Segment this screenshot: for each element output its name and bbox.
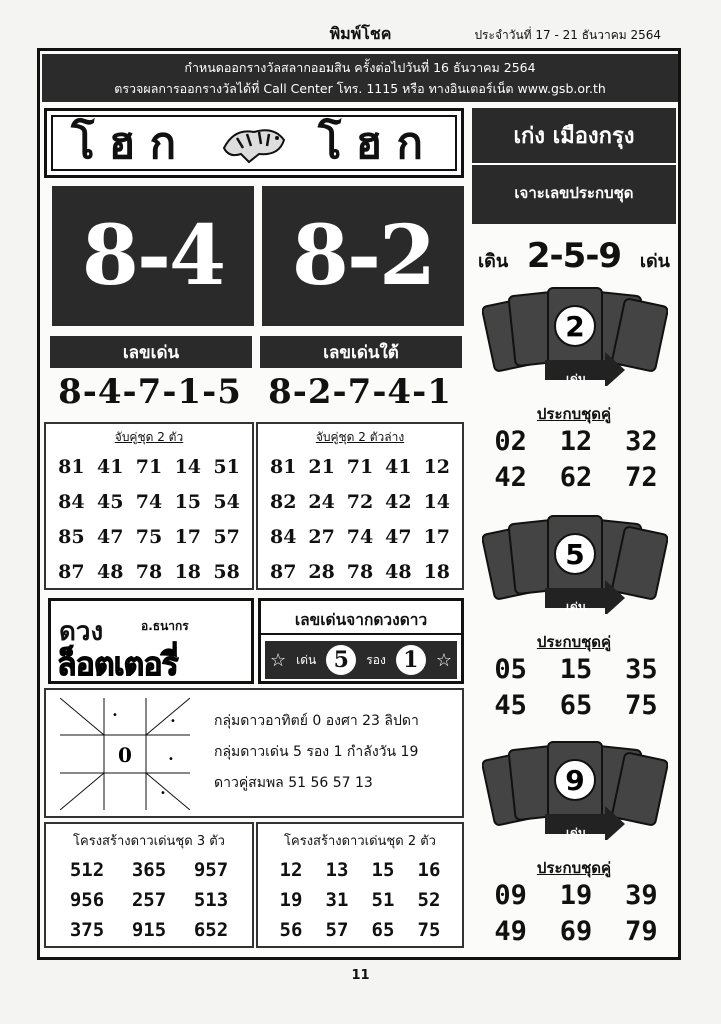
number-cell: 15 [174, 491, 202, 513]
set-number: 39 [625, 880, 658, 911]
number-cell: 75 [135, 526, 163, 548]
logo-author: อ.ธนากร [141, 619, 189, 633]
big-number-right: 8-2 [262, 186, 464, 326]
struct2-panel [256, 822, 464, 948]
number-cell: 12 [279, 859, 303, 881]
number-cell: 54 [213, 491, 240, 513]
card-fan [482, 514, 668, 634]
keng-header [472, 108, 676, 224]
lead-label-right: เลขเด่นใต้ [260, 336, 462, 368]
set-number: 09 [494, 880, 527, 911]
set-number: 15 [559, 654, 593, 685]
star-box-title: เลขเด่นจากดวงดาว [261, 605, 461, 635]
number-cell: 14 [423, 491, 451, 513]
gsb-banner [42, 54, 678, 102]
struct3-grid [46, 851, 252, 945]
number-cell: 71 [346, 456, 374, 478]
logo-top-text: ดวง [59, 617, 104, 647]
astro-line-2: กลุ่มดาวเด่น 5 รอง 1 กำลังวัน 19 [214, 744, 419, 760]
star-icon: ☆ [435, 649, 452, 671]
number-cell: 45 [96, 491, 124, 513]
set-number: 72 [625, 462, 658, 493]
number-cell: 72 [346, 491, 374, 513]
big-number-left: 8-4 [52, 186, 254, 326]
star-number-box [258, 598, 464, 684]
number-cell: 75 [417, 919, 441, 941]
hoke-word-right: โฮก [317, 118, 437, 169]
lead-number-left: 8-4-7-1-5 [58, 372, 242, 412]
keng-title: เก่ง เมืองกรุง [472, 118, 676, 165]
number-cell: 52 [417, 889, 441, 911]
set-arrow-label: เด่น [565, 600, 587, 614]
number-cell: 81 [269, 456, 297, 478]
number-cell: 74 [135, 491, 163, 513]
svg-text:•: • [112, 710, 118, 721]
astro-panel [44, 688, 464, 818]
astro-line-3: ดาวคู่สมพล 51 56 57 13 [214, 775, 373, 791]
page-number: 11 [351, 968, 370, 983]
star-second-number: 1 [396, 645, 426, 675]
set-number: 69 [559, 916, 593, 947]
issue-date: ประจำวันที่ 17 - 21 ธันวาคม 2564 [474, 28, 661, 42]
set-number: 79 [625, 916, 658, 947]
pairs-right-panel [256, 422, 464, 590]
number-cell: 78 [135, 561, 163, 583]
set-number: 62 [559, 462, 593, 493]
number-cell: 18 [423, 561, 451, 583]
number-cell: 84 [269, 526, 297, 548]
number-cell: 375 [69, 919, 105, 941]
number-cell: 17 [174, 526, 202, 548]
set-number: 49 [494, 916, 527, 947]
star-icon: ☆ [270, 649, 287, 671]
number-cell: 51 [371, 889, 395, 911]
card-fan [482, 286, 668, 406]
number-cell: 12 [423, 456, 451, 478]
number-cell: 27 [308, 526, 335, 548]
number-cell: 13 [325, 859, 349, 881]
svg-text:•: • [168, 754, 174, 765]
publication-title: พิมพ์โชค [329, 24, 392, 43]
den-label: เด่น [639, 251, 670, 272]
set-numbers [478, 878, 674, 950]
horoscope-chart [60, 698, 190, 810]
tiger-icon [219, 118, 289, 168]
svg-text:•: • [170, 716, 176, 727]
banner-line-2: ตรวจผลการออกรางวัลได้ที่ Call Center โทร. 1115 หรือ ทางอินเตอร์เน็ต www.gsb.or.th [114, 81, 606, 96]
keng-subtitle: เจาะเลขประกบชุด [514, 184, 634, 202]
number-cell: 19 [279, 889, 303, 911]
set-number: 45 [494, 690, 527, 721]
number-cell: 47 [96, 526, 124, 548]
set-caption: ประกบชุดคู่ [536, 633, 612, 651]
number-cell: 956 [69, 889, 105, 911]
number-cell: 78 [346, 561, 374, 583]
struct3-panel [44, 822, 254, 948]
number-cell: 14 [174, 456, 202, 478]
set-digit: 5 [565, 538, 585, 571]
number-cell: 71 [135, 456, 163, 478]
number-cell: 24 [308, 491, 335, 513]
pairs-right-caption: จับคู่ชุด 2 ตัวล่าง [315, 430, 405, 444]
struct3-caption: โครงสร้างดาวเด่นชุด 3 ตัว [73, 834, 225, 849]
set-number: 65 [559, 690, 593, 721]
number-cell: 41 [385, 456, 412, 478]
number-cell: 18 [174, 561, 202, 583]
star-row [265, 641, 457, 679]
number-cell: 47 [385, 526, 412, 548]
number-cell: 257 [131, 889, 167, 911]
set-number: 12 [559, 426, 593, 457]
set-arrow-label: เด่น [565, 372, 587, 386]
number-cell: 65 [371, 919, 395, 941]
hoke-header [44, 108, 464, 178]
struct2-caption: โครงสร้างดาวเด่นชุด 2 ตัว [284, 834, 436, 849]
number-cell: 915 [131, 919, 167, 941]
number-cell: 84 [58, 491, 85, 513]
number-cell: 74 [346, 526, 374, 548]
astro-line-1: กลุ่มดาวอาทิตย์ 0 องศา 23 ลิปดา [214, 713, 419, 729]
pairs-left-caption: จับคู่ชุด 2 ตัว [114, 430, 184, 444]
number-cell: 57 [213, 526, 240, 548]
number-cell: 57 [325, 919, 349, 941]
number-cell: 513 [193, 889, 229, 911]
set-number: 05 [494, 654, 527, 685]
star-main-number: 5 [326, 645, 356, 675]
card-fan [482, 740, 668, 860]
number-cell: 87 [58, 561, 85, 583]
set-digit: 2 [565, 310, 585, 343]
number-cell: 365 [131, 859, 167, 881]
set-number: 75 [625, 690, 658, 721]
set-caption: ประกบชุดคู่ [536, 859, 612, 877]
number-cell: 82 [269, 491, 297, 513]
set-number: 02 [494, 426, 527, 457]
number-cell: 16 [417, 859, 441, 881]
number-cell: 56 [279, 919, 303, 941]
pairs-left-panel [44, 422, 254, 590]
set-numbers [478, 424, 674, 496]
hoke-word-left: โฮก [71, 118, 191, 169]
chart-center: 0 [118, 743, 132, 767]
pairs-left-grid [46, 447, 252, 589]
lead-label-left: เลขเด่น [50, 336, 252, 368]
dern-label: เดิน [478, 251, 509, 272]
number-cell: 957 [193, 859, 229, 881]
set-arrow-label: เด่น [565, 826, 587, 840]
set-numbers [478, 652, 674, 724]
set-number: 35 [625, 654, 658, 685]
banner-line-1: กำหนดออกรางวัลสลากออมสิน ครั้งต่อไปวันที่ 16 ธันวาคม 2564 [184, 60, 536, 75]
number-cell: 81 [58, 456, 85, 478]
number-cell: 48 [385, 561, 412, 583]
number-cell: 42 [385, 491, 412, 513]
number-cell: 58 [213, 561, 240, 583]
lottery-logo [48, 598, 254, 684]
number-cell: 28 [308, 561, 335, 583]
set-caption: ประกบชุดคู่ [536, 405, 612, 423]
lead-number-right: 8-2-7-4-1 [268, 372, 452, 412]
number-cell: 512 [69, 859, 105, 881]
struct2-grid [258, 851, 462, 945]
number-cell: 48 [96, 561, 124, 583]
number-cell: 15 [371, 859, 395, 881]
star-second-label: รอง [366, 652, 386, 667]
set-digit: 9 [565, 764, 585, 797]
star-main-label: เด่น [296, 652, 317, 667]
set-number: 32 [625, 426, 658, 457]
number-cell: 87 [269, 561, 297, 583]
number-cell: 41 [96, 456, 124, 478]
dern-row [472, 236, 676, 276]
pairs-right-grid [258, 447, 462, 589]
logo-main-text: ล็อตเตอรี่ [57, 645, 178, 683]
svg-text:•: • [160, 788, 166, 799]
dern-numbers: 2-5-9 [526, 236, 622, 276]
number-cell: 21 [308, 456, 335, 478]
number-cell: 85 [58, 526, 85, 548]
number-cell: 51 [213, 456, 240, 478]
set-number: 19 [559, 880, 593, 911]
set-number: 42 [494, 462, 527, 493]
number-cell: 652 [193, 919, 229, 941]
number-cell: 17 [423, 526, 451, 548]
number-cell: 31 [325, 889, 349, 911]
